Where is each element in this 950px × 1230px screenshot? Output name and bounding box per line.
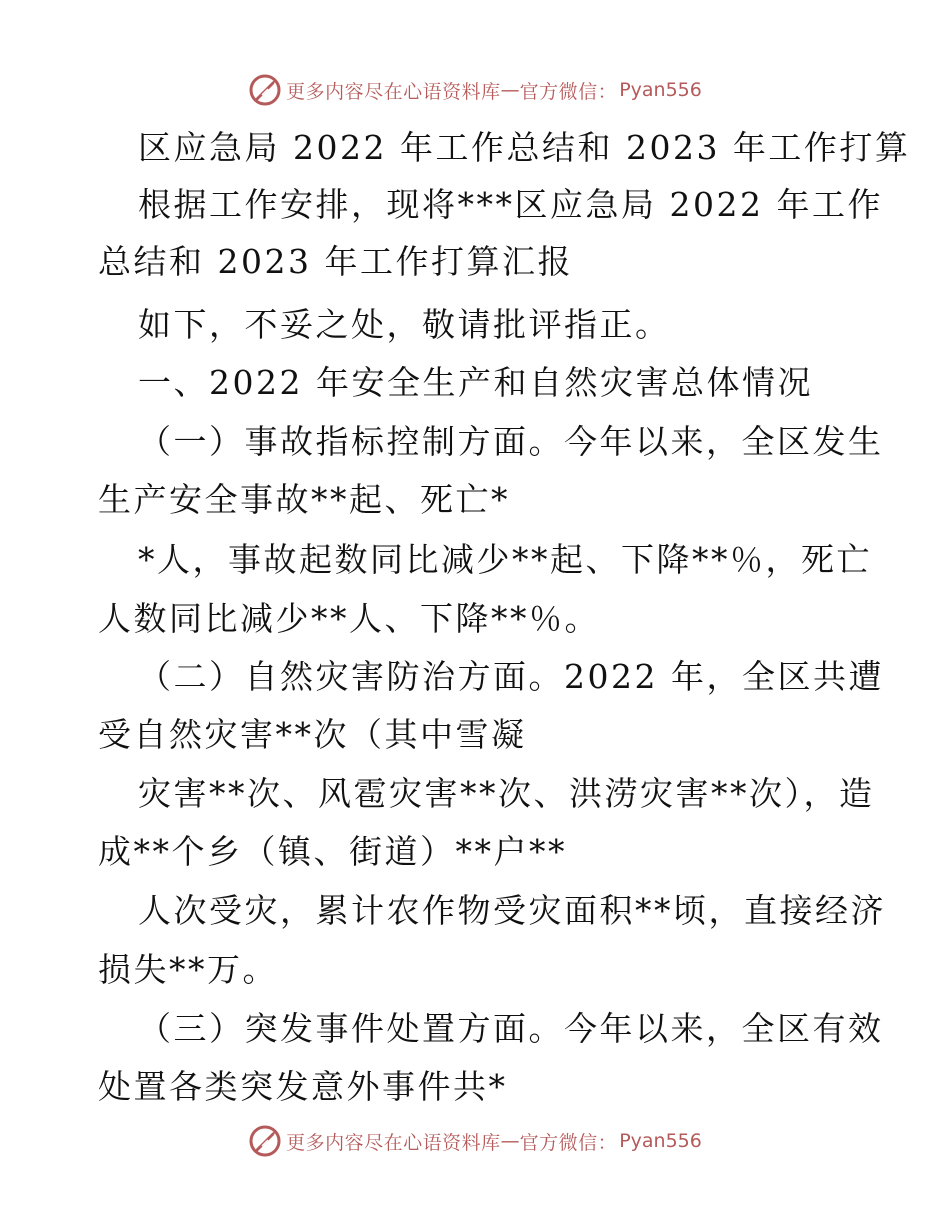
banner-wechat-label: 官方微信： bbox=[519, 1131, 618, 1154]
footer-watermark-banner bbox=[0, 1121, 950, 1161]
banner-wechat-id: Pyan556 bbox=[619, 1130, 702, 1152]
banner-separator: — bbox=[500, 79, 520, 101]
banner-wechat-label: 官方微信： bbox=[519, 80, 618, 103]
paragraph-line: 生产安全事故**起、死亡* bbox=[98, 480, 510, 519]
header-watermark-banner bbox=[0, 70, 950, 110]
paragraph-line: （三）突发事件处置方面。今年以来，全区有效 bbox=[138, 1009, 884, 1048]
paragraph-line: *人，事故起数同比减少**起、下降**％，死亡 bbox=[138, 540, 872, 579]
paragraph-line: 受自然灾害**次（其中雪凝 bbox=[98, 715, 527, 754]
section-heading: 一、2022 年安全生产和自然灾害总体情况 bbox=[138, 363, 813, 402]
banner-wechat-id: Pyan556 bbox=[619, 79, 702, 101]
quill-pen-logo-icon bbox=[248, 73, 282, 107]
banner-site-text: 更多内容尽在心语资料库 bbox=[286, 80, 501, 103]
paragraph-line: 根据工作安排，现将***区应急局 2022 年工作 bbox=[138, 185, 883, 224]
paragraph-line: （一）事故指标控制方面。今年以来，全区发生 bbox=[138, 422, 884, 461]
paragraph-line: 人次受灾，累计农作物受灾面积**顷，直接经济 bbox=[138, 891, 886, 930]
paragraph-line: 人数同比减少**人、下降**％。 bbox=[98, 599, 600, 638]
paragraph-line: （二）自然灾害防治方面。2022 年，全区共遭 bbox=[138, 657, 884, 696]
paragraph-line: 灾害**次、风雹灾害**次、洪涝灾害**次），造 bbox=[138, 774, 875, 813]
banner-site-text: 更多内容尽在心语资料库 bbox=[286, 1131, 501, 1154]
paragraph-line: 损失**万。 bbox=[98, 950, 278, 989]
banner-separator: — bbox=[500, 1130, 520, 1152]
document-title: 区应急局 2022 年工作总结和 2023 年工作打算 bbox=[138, 128, 911, 167]
quill-pen-logo-icon bbox=[248, 1124, 282, 1158]
paragraph-line: 成**个乡（镇、街道）**户** bbox=[98, 832, 567, 871]
paragraph-line: 如下，不妥之处，敬请批评指正。 bbox=[138, 305, 671, 344]
paragraph-line: 总结和 2023 年工作打算汇报 bbox=[98, 242, 573, 281]
paragraph-line: 处置各类突发意外事件共* bbox=[98, 1067, 508, 1106]
